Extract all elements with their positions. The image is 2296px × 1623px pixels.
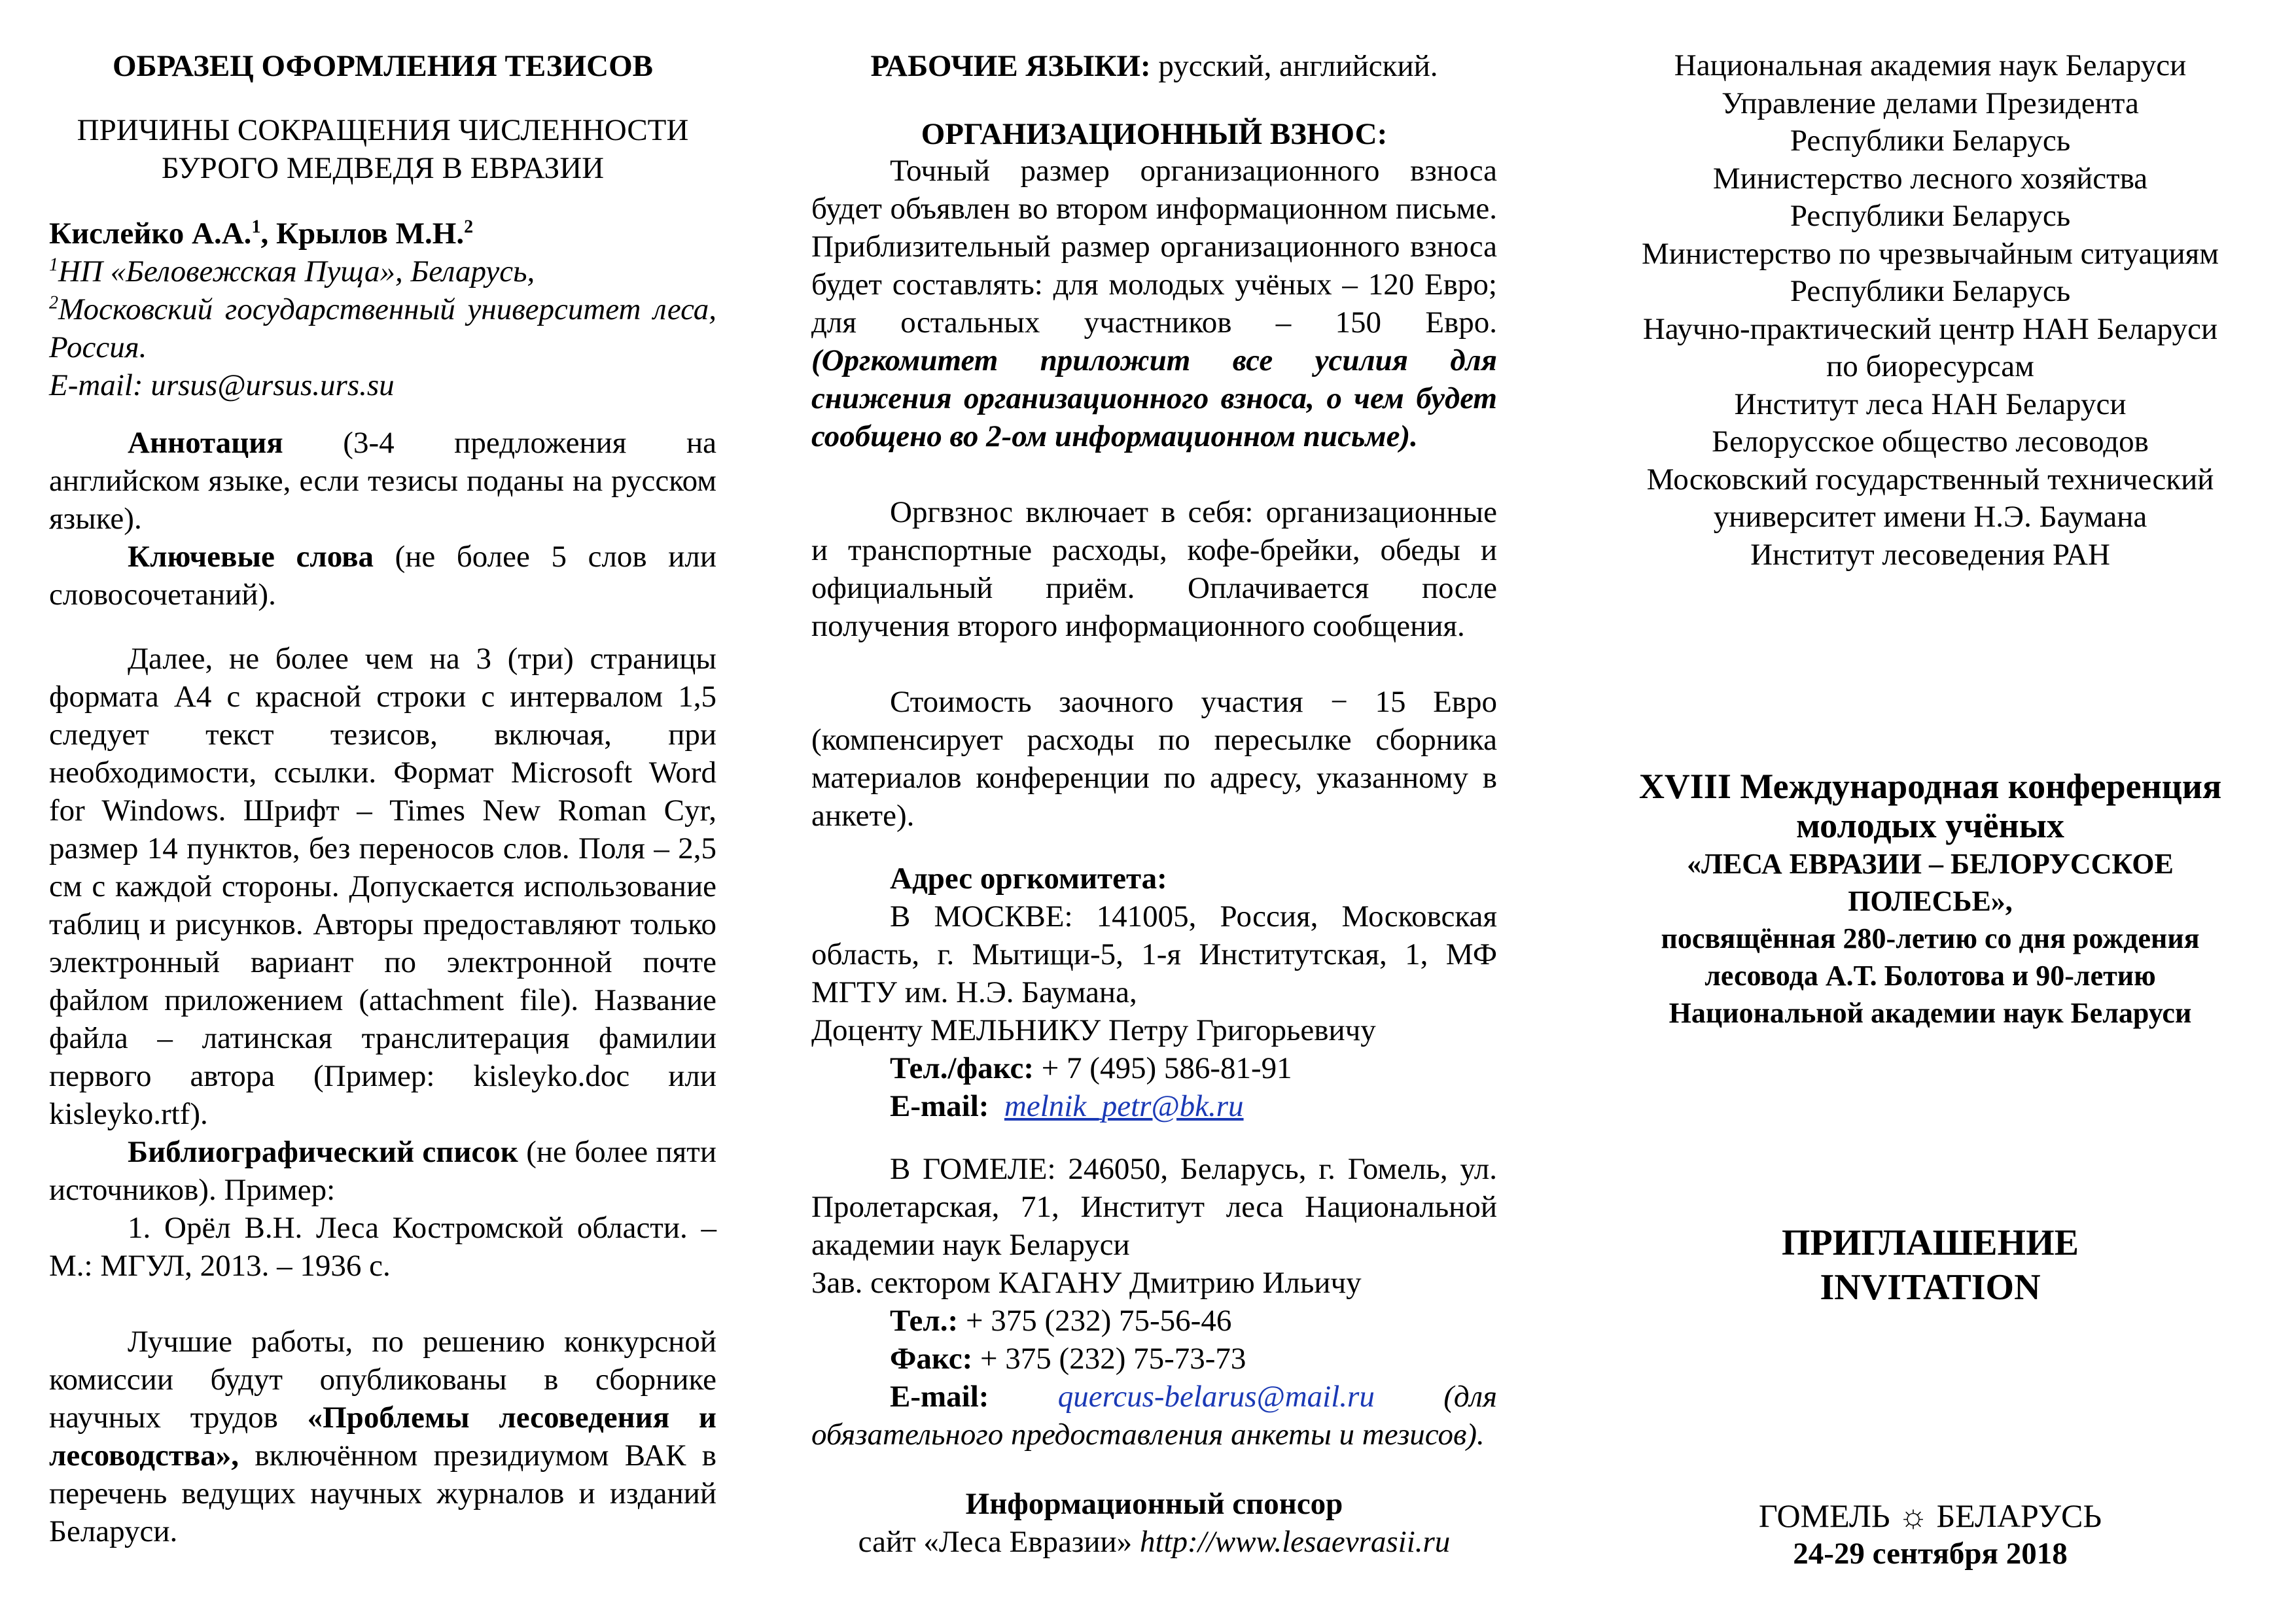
conference-title-line6: лесовода А.Т. Болотова и 90-летию	[1704, 960, 2156, 992]
invitation-ru: ПРИГЛАШЕНИЕ	[1782, 1223, 2079, 1263]
invitation-en: INVITATION	[1820, 1267, 2041, 1308]
sponsor-heading: Информационный спонсор	[965, 1487, 1343, 1521]
author-2: Крылов М.Н.	[275, 217, 465, 251]
organizer-line: Республики Беларусь	[1790, 124, 2071, 158]
best-works-paragraph: Лучшие работы, по решению конкурсной комиссии будут опубликованы в сборнике научных трудов «Проблемы лесоведения и лесоводства», включённом президиумом ВАК в перечень ведущих научных журналов и изданий Беларуси.	[49, 1325, 716, 1548]
moscow-phone: Тел./факс: + 7 (495) 586-81-91	[890, 1051, 1292, 1085]
organizers-list	[1603, 47, 2257, 574]
gomel-fax: Факс: + 375 (232) 75-73-73	[890, 1342, 1246, 1376]
gomel-contact-person: Зав. сектором КАГАНУ Дмитрию Ильичу	[811, 1266, 1362, 1300]
organizer-line: университет имени Н.Э. Баумана	[1713, 500, 2147, 534]
organizer-line: Министерство по чрезвычайным ситуациям	[1641, 236, 2219, 271]
moscow-address: В МОСКВЕ: 141005, Россия, Московская область, г. Мытищи-5, 1-я Институтская, 1, МФ МГТУ им. Н.Э. Баумана,	[811, 899, 1497, 1009]
sponsor-url-link[interactable]: http://www.lesaevrasii.ru	[1139, 1525, 1451, 1559]
place: ГОМЕЛЬ ☼ БЕЛАРУСЬ	[1758, 1497, 2102, 1534]
organizer-line: Республики Беларусь	[1790, 274, 2071, 308]
sample-title-line1: ПРИЧИНЫ СОКРАЩЕНИЯ ЧИСЛЕННОСТИ	[77, 113, 689, 147]
remote-participation-cost: Стоимость заочного участия − 15 Евро (компенсирует расходы по пересылке сборника материалов конференции по адресу, указанному в анкете).	[811, 685, 1497, 833]
conference-title-line3: «ЛЕСА ЕВРАЗИИ – БЕЛОРУССКОЕ	[1687, 848, 2174, 880]
conference-title-line1: XVIII Международная конференция	[1638, 767, 2222, 806]
organizer-line: Московский государственный технический	[1646, 462, 2214, 497]
organizer-line: Белорусское общество лесоводов	[1712, 425, 2149, 459]
affiliation-2: $^2$Московский государственный университет леса, Россия.	[49, 292, 716, 364]
organizer-line: Институт лесоведения РАН	[1750, 537, 2110, 572]
conference-title-line7: Национальной академии наук Беларуси	[1669, 997, 2192, 1029]
moscow-contact-person: Доценту МЕЛЬНИКУ Петру Григорьевичу	[811, 1013, 1376, 1047]
sponsor-site: сайт «Леса Евразии» http://www.lesaevrasii.ru	[858, 1525, 1451, 1559]
sample-heading: ОБРАЗЕЦ ОФОРМЛЕНИЯ ТЕЗИСОВ	[112, 49, 654, 83]
author-email: E-mail: ursus@ursus.urs.su	[49, 368, 395, 402]
fee-includes: Оргвзнос включает в себя: организационные и транспортные расходы, кофе-брейки, обеды и официальный приём. Оплачивается после получения второго информационного сообщения.	[811, 495, 1497, 643]
conference-title-line5: посвящённая 280-летию со дня рождения	[1661, 922, 2200, 954]
organizer-line: по биоресурсам	[1826, 349, 2034, 383]
organizer-line: Управление делами Президента	[1722, 86, 2139, 120]
annotation-paragraph: Аннотация (3-4 предложения на английском языке, если тезисы поданы на русском языке).	[49, 426, 716, 536]
gomel-address: В ГОМЕЛЕ: 246050, Беларусь, г. Гомель, ул. Пролетарская, 71, Институт леса Национальной академии наук Беларуси	[811, 1152, 1497, 1262]
author-1: Кислейко А.А.	[49, 217, 252, 251]
conference-title	[1603, 767, 2257, 1032]
bibliography-example: 1. Орёл В.Н. Леса Костромской области. – М.: МГУЛ, 2013. – 1936 с.	[49, 1211, 716, 1283]
organizer-line: Научно-практический центр НАН Беларуси	[1642, 311, 2218, 346]
dates: 24-29 сентября 2018	[1793, 1537, 2068, 1571]
conference-title-line2: молодых учёных	[1796, 806, 2064, 845]
gomel-phone: Тел.: + 375 (232) 75-56-46	[890, 1304, 1232, 1338]
organizer-line: Республики Беларусь	[1790, 199, 2071, 233]
organizer-line: Институт леса НАН Беларуси	[1734, 387, 2127, 421]
keywords-paragraph: Ключевые слова (не более 5 слов или словосочетаний).	[49, 540, 716, 612]
moscow-email: E-mail: melnik_petr@bk.ru	[890, 1089, 1244, 1123]
bibliography-paragraph: Библиографический список (не более пяти источников). Пример:	[49, 1135, 716, 1207]
address-heading: Адрес оргкомитета:	[890, 862, 1167, 896]
gomel-email-link[interactable]: quercus-belarus@mail.ru	[1057, 1380, 1375, 1414]
organizer-line: Министерство лесного хозяйства	[1712, 161, 2148, 196]
gomel-email: E-mail: quercus-belarus@mail.ru (для обязательного предоставления анкеты и тезисов).	[811, 1380, 1497, 1452]
moscow-email-link[interactable]: melnik_petr@bk.ru	[1004, 1089, 1244, 1123]
fee-heading: ОРГАНИЗАЦИОННЫЙ ВЗНОС:	[921, 117, 1388, 151]
authors: Кислейко А.А.$^1$, Крылов М.Н.$^2$	[49, 217, 474, 251]
conference-title-line4: ПОЛЕСЬЕ»,	[1848, 885, 2013, 917]
format-instructions: Далее, не более чем на 3 (три) страницы формата А4 с красной строки с интервалом 1,5 следует текст тезисов, включая, при необходимости, ссылки. Формат Microsoft Word for Windows. Шрифт – Times New Roman Cyr, размер 14 пунктов, без переносов слов. Поля – 2,5 см с каждой стороны. Допускается использование таблиц и рисунков. Авторы предоставляют только электронный вариант по электронной почте файлом приложением (attachment file). Название файла – латинская транслитерация фамилии первого автора (Пример: kisleyko.doc или kisleyko.rtf).	[49, 642, 716, 1131]
organizer-line: Национальная академия наук Беларуси	[1674, 48, 2187, 82]
working-languages: РАБОЧИЕ ЯЗЫКИ: русский, английский.	[870, 49, 1438, 83]
sample-title-line2: БУРОГО МЕДВЕДЯ В ЕВРАЗИИ	[161, 151, 605, 185]
affiliation-1: $^1$НП «Беловежская Пуща», Беларусь,	[49, 254, 535, 288]
fee-paragraph: Точный размер организационного взноса будет объявлен во втором информационном письме. Приблизительный размер организационного взноса будет составлять: для молодых учёных – 120 Евро; для остальных участников – 150 Евро. (Оргкомитет приложит все усилия для снижения организационного взноса, о чем будет сообщено во 2-ом информационном письме).	[811, 154, 1497, 453]
